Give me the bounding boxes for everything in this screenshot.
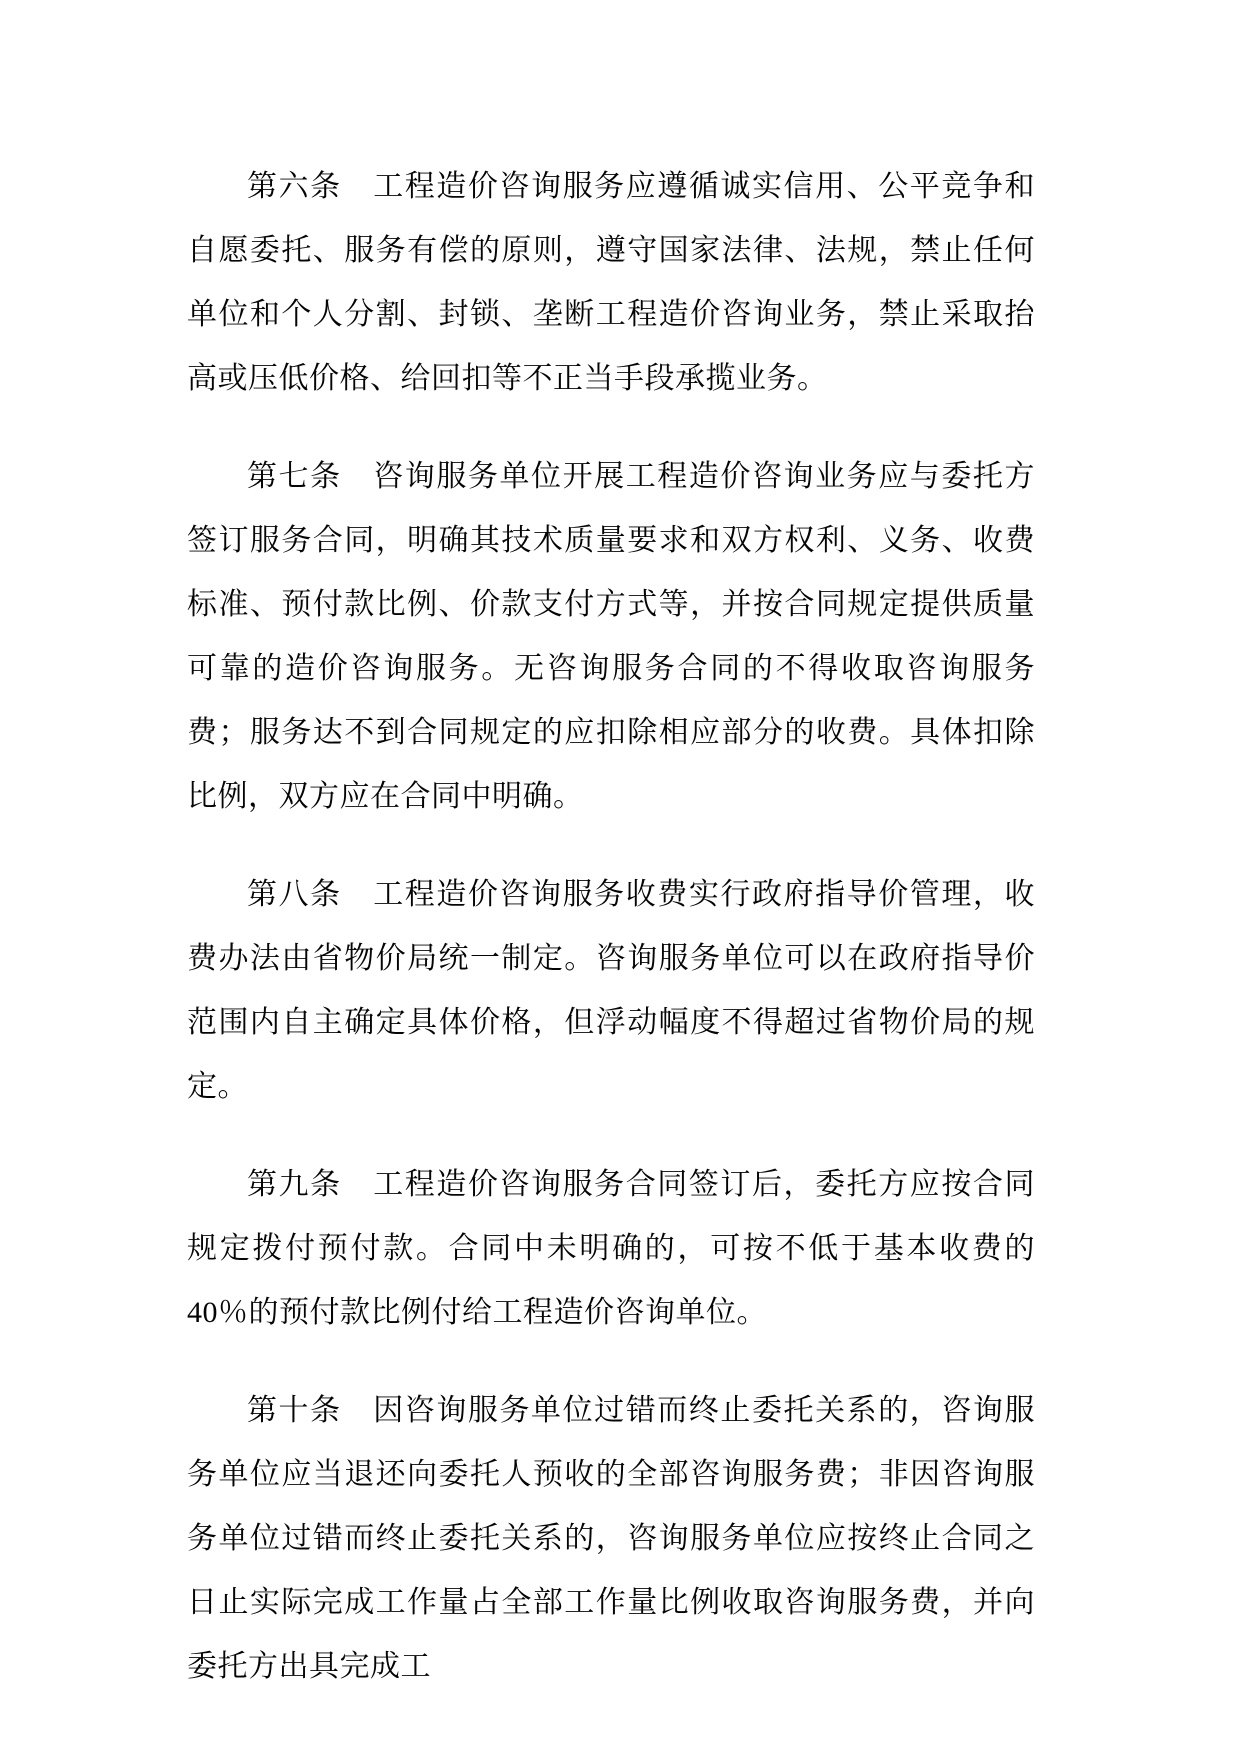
paragraph-article-10: 第十条 因咨询服务单位过错而终止委托关系的，咨询服务单位应当退还向委托人预收的全部咨询服务费；非因咨询服务单位过错而终止委托关系的，咨询服务单位应按终止合同之日止实际完成工作量占全部工作量比例收取咨询服务费，并向委托方出具完成工 xyxy=(187,1394,1035,1683)
paragraph-article-6: 第六条 工程造价咨询服务应遵循诚实信用、公平竞争和自愿委托、服务有偿的原则，遵守国家法律、法规，禁止任何单位和个人分割、封锁、垄断工程造价咨询业务，禁止采取抬高或压低价格、给回扣等不正当手段承揽业务。 xyxy=(187,170,1035,395)
paragraph-article-8: 第八条 工程造价咨询服务收费实行政府指导价管理，收费办法由省物价局统一制定。咨询服务单位可以在政府指导价范围内自主确定具体价格，但浮动幅度不得超过省物价局的规定。 xyxy=(187,878,1035,1103)
paragraph-article-7: 第七条 咨询服务单位开展工程造价咨询业务应与委托方签订服务合同，明确其技术质量要求和双方权利、义务、收费标准、预付款比例、价款支付方式等，并按合同规定提供质量可靠的造价咨询服务。无咨询服务合同的不得收取咨询服务费；服务达不到合同规定的应扣除相应部分的收费。具体扣除比例，双方应在合同中明确。 xyxy=(187,460,1035,813)
document-page xyxy=(187,155,1035,1699)
paragraph-article-9: 第九条 工程造价咨询服务合同签订后，委托方应按合同规定拨付预付款。合同中未明确的，可按不低于基本收费的 40％的预付款比例付给工程造价咨询单位。 xyxy=(187,1168,1035,1329)
